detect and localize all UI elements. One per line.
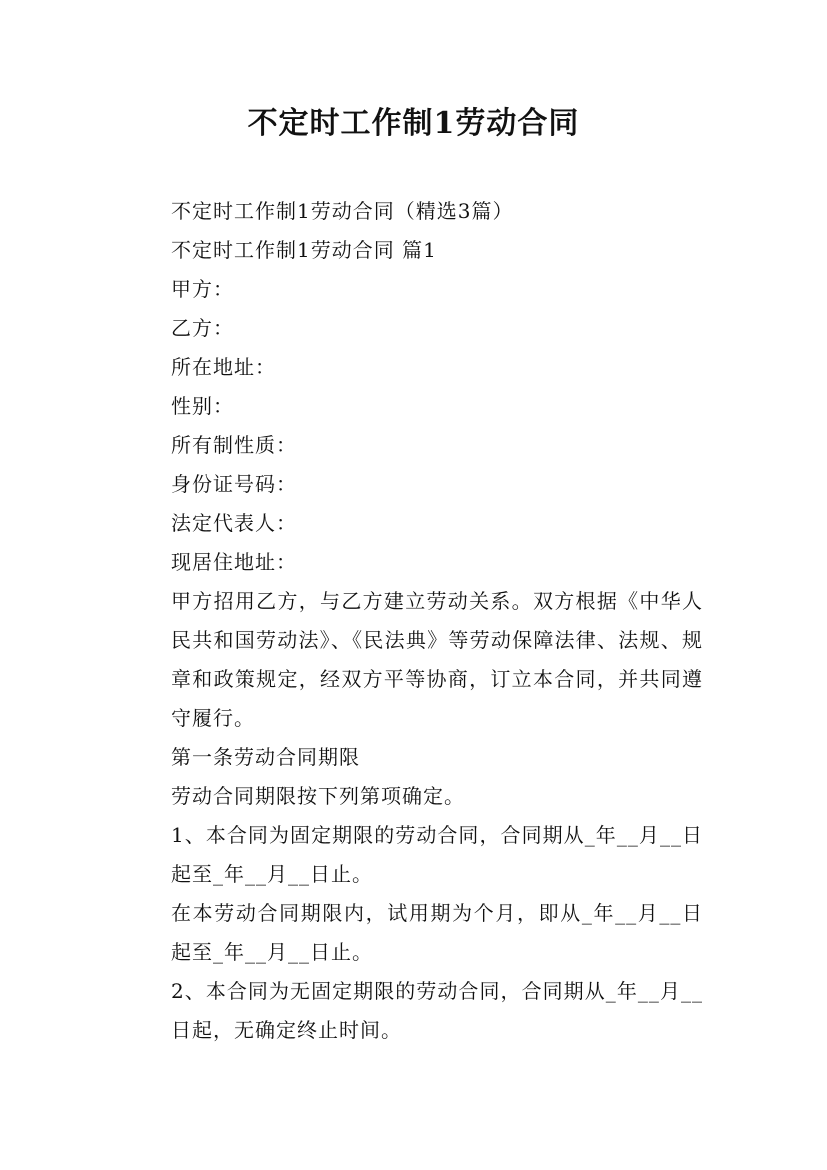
field-current-address: 现居住地址： xyxy=(171,550,297,574)
paragraph-article-1-heading: 第一条劳动合同期限 xyxy=(171,745,360,769)
field-party-a: 甲方： xyxy=(171,277,234,301)
paragraph-section-heading: 不定时工作制1劳动合同 篇1 xyxy=(171,238,437,262)
field-id-number: 身份证号码： xyxy=(171,472,297,496)
field-party-b: 乙方： xyxy=(171,316,234,340)
field-address: 所在地址： xyxy=(171,355,276,379)
paragraph-preamble: 甲方招用乙方，与乙方建立劳动关系。双方根据《中华人民共和国劳动法》、《民法典》等劳动保障法律、法规、规章和政策规定，经双方平等协商，订立本合同，并共同遵守履行。 xyxy=(171,589,703,730)
field-legal-representative: 法定代表人： xyxy=(171,511,297,535)
paragraph-open-ended-term: 2、本合同为无固定期限的劳动合同，合同期从_年__月__日起，无确定终止时间。 xyxy=(171,979,703,1042)
field-ownership: 所有制性质： xyxy=(171,433,297,457)
paragraph-probation: 在本劳动合同期限内，试用期为个月，即从_年__月__日起至_年__月__日止。 xyxy=(171,901,703,964)
field-gender: 性别： xyxy=(171,394,234,418)
paragraph-fixed-term: 1、本合同为固定期限的劳动合同，合同期从_年__月__日起至_年__月__日止。 xyxy=(171,823,703,886)
paragraph-term-intro: 劳动合同期限按下列第项确定。 xyxy=(171,784,465,808)
document-title: 不定时工作制1劳动合同 xyxy=(247,106,580,141)
paragraph-subtitle: 不定时工作制1劳动合同（精选3篇） xyxy=(171,199,514,223)
document-body xyxy=(127,192,703,1050)
